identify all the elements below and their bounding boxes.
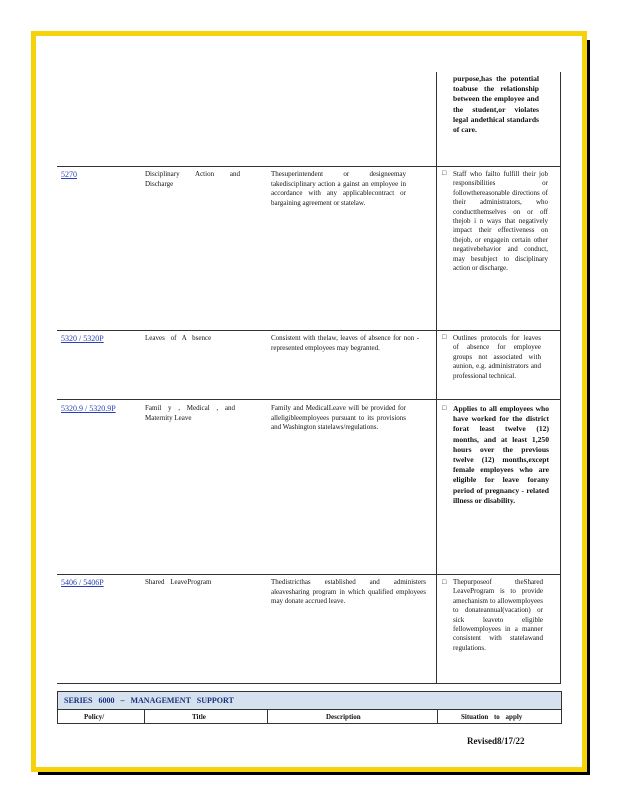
situation-column-right-border <box>560 72 561 683</box>
series-6000-header <box>57 691 562 724</box>
bullet-icon: □ <box>442 169 447 177</box>
series-band <box>58 692 561 710</box>
situation-column-left-border <box>436 72 437 683</box>
series-title: SERIES 6000 – MANAGEMENT SUPPORT <box>64 696 234 705</box>
header-description: Description <box>326 713 361 721</box>
row-divider-5 <box>57 683 561 684</box>
revised-date: Revised8/17/22 <box>467 736 525 746</box>
row-situation: Thepurposeof theShared LeaveProgram is to provide amechanism to allowemployees to donateannual(vacation) or sick leaveto eligible fellowemployees in a manner consistent with statelawand regulations. <box>453 578 543 652</box>
row-title: Famil y , Medical , and Maternity Leave <box>145 404 235 422</box>
policy-link-5270[interactable]: 5270 <box>61 170 77 179</box>
row-description: Thedistricthas established and administers aleavesharing program in which qualified employees may donate accrued leave. <box>271 578 426 605</box>
row-description: Family and MedicalLeave will be provided for alleligibleemployees pursuant to its provisions and Washington statelaws/regulations. <box>271 404 406 431</box>
row-divider-4 <box>57 574 561 575</box>
bullet-icon: □ <box>442 333 447 341</box>
policy-link-5406[interactable]: 5406 / 5406P <box>61 578 104 587</box>
header-title: Title <box>192 713 206 721</box>
header-separator <box>267 710 268 724</box>
page-frame <box>31 31 587 772</box>
row-title: Shared LeaveProgram <box>145 578 212 586</box>
row-situation: Staff who failto fulfill their job responsibilities or followthereasonable directions of their administrators, who conductthemselves on or off thejob i n ways that negatively impact their effectiveness on thejob, or engagein certain other negativebehavior and conduct, may besubject to disciplinary action or discharge. <box>453 170 548 273</box>
row-title: Disciplinary Action and Discharge <box>145 170 240 188</box>
row-situation: Applies to all employees who have worked for the district forat least twelve (12) months, and at least 1,250 hours over the previous twelve (12) months,except female employees who are eligible for leave forany period of pregnancy - related illness or disability. <box>453 404 549 505</box>
header-situation: Situation to apply <box>461 713 523 721</box>
header-policy: Policy/ <box>84 713 105 721</box>
bullet-icon: □ <box>442 404 447 412</box>
row-title: Leaves of A bsence <box>145 334 212 342</box>
header-separator <box>144 710 145 724</box>
row-divider-1 <box>57 166 561 167</box>
row-description: Thesuperintendent or designeemay takedisciplinary action a gainst an employee in accordance with any applicablecontract or bargaining agreement or statelaw. <box>271 170 406 207</box>
row-divider-2 <box>57 330 561 331</box>
header-separator <box>437 710 438 724</box>
row-situation: Outlines protocols for leaves of absence for employee groups not associated with aunion, e.g. administrators and professional technical. <box>453 334 541 380</box>
situation-continued: purpose,has the potential toabuse the relationship between the employee and the student,or violates legal andethical standards of care. <box>453 74 539 135</box>
row-divider-3 <box>57 399 561 400</box>
bullet-icon: □ <box>442 578 447 586</box>
policy-link-5320[interactable]: 5320 / 5320P <box>61 334 104 343</box>
policy-link-5320-9[interactable]: 5320.9 / 5320.9P <box>61 404 116 413</box>
row-description: Consistent with thelaw, leaves of absence for non -represented employees may begranted. <box>271 334 419 352</box>
